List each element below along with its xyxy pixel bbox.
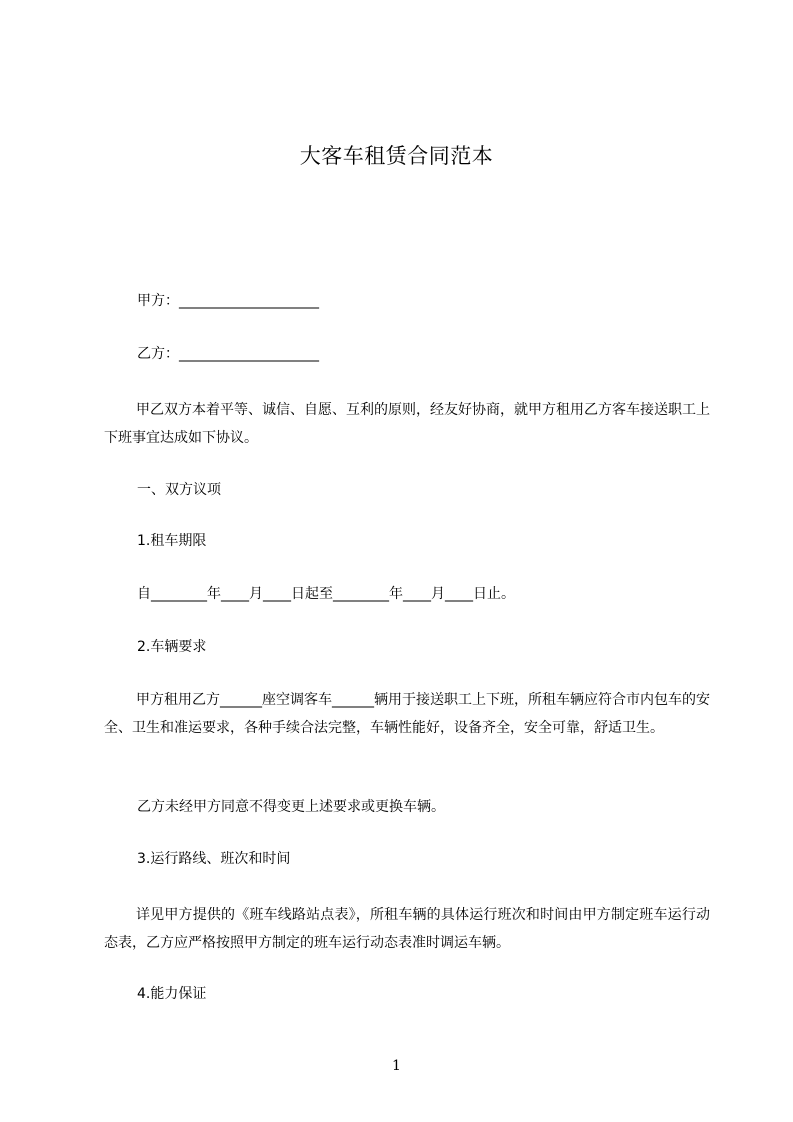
- item-3-heading: 3.运行路线、班次和时间: [137, 851, 291, 867]
- rental-period-line: 自________年____月____日起至________年____月____日止。: [137, 586, 515, 602]
- section-1-heading: 一、双方议项: [137, 482, 221, 498]
- item-1-heading: 1.租车期限: [137, 533, 207, 549]
- vehicle-requirements-paragraph: 甲方租用乙方______座空调客车______辆用于接送职工上下班，所租车辆应符合市内包车的安全、卫生和准运要求，各种手续合法完整，车辆性能好，设备齐全，安全可靠，舒适卫生。: [104, 692, 710, 736]
- page-number: 1: [392, 1058, 401, 1074]
- party-a-line: 甲方：____________________: [137, 293, 319, 309]
- intro-paragraph: 甲乙双方本着平等、诚信、自愿、互利的原则，经友好协商，就甲方租用乙方客车接送职工上下班事宜达成如下协议。: [104, 402, 710, 446]
- vehicle-change-note: 乙方未经甲方同意不得变更上述要求或更换车辆。: [137, 799, 445, 815]
- item-4-heading: 4.能力保证: [137, 986, 207, 1002]
- route-schedule-paragraph: 详见甲方提供的《班车线路站点表》，所租车辆的具体运行班次和时间由甲方制定班车运行动态表，乙方应严格按照甲方制定的班车运行动态表准时调运车辆。: [104, 907, 710, 951]
- document-title: 大客车租赁合同范本: [299, 144, 494, 168]
- party-b-line: 乙方：____________________: [137, 346, 319, 362]
- item-2-heading: 2.车辆要求: [137, 639, 207, 655]
